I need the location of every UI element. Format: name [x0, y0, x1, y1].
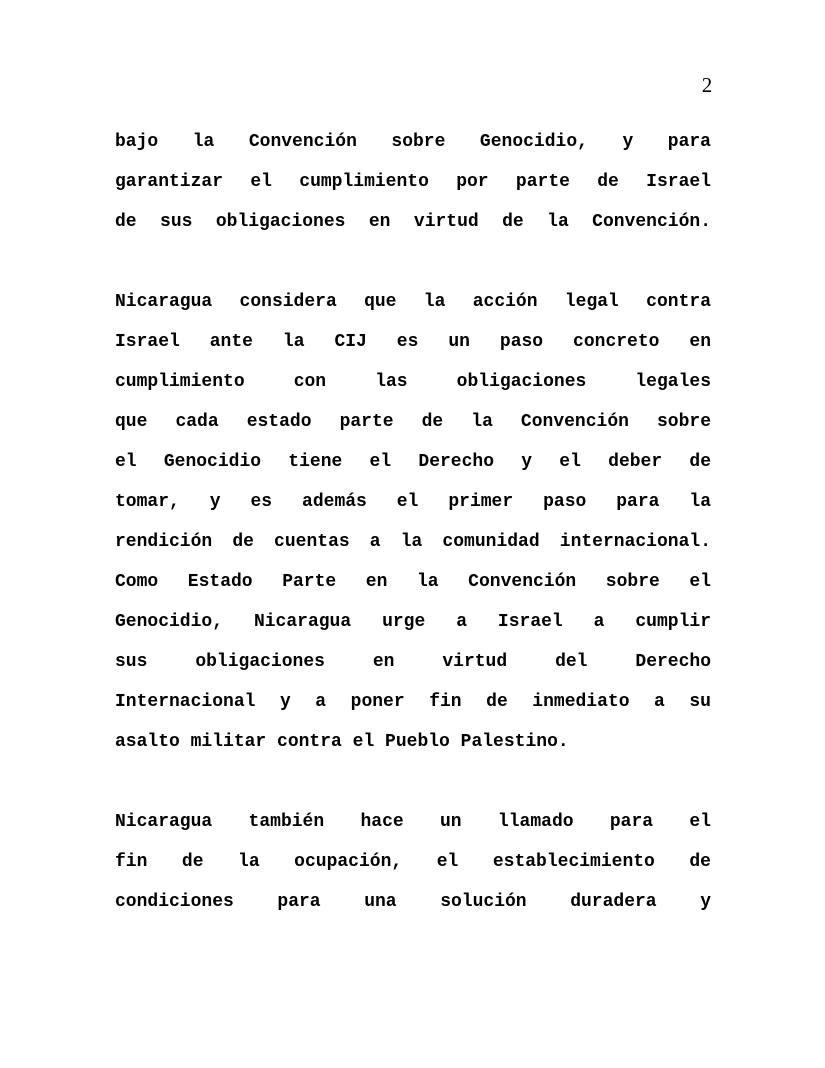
text-line: garantizar el cumplimiento por parte de Israel — [115, 172, 711, 192]
text-line: Genocidio, Nicaragua urge a Israel a cumplir — [115, 612, 711, 632]
text-line: rendición de cuentas a la comunidad internacional. — [115, 532, 711, 552]
document-body — [115, 122, 711, 962]
text-line: de sus obligaciones en virtud de la Convención. — [115, 212, 711, 232]
text-line: que cada estado parte de la Convención sobre — [115, 412, 711, 432]
page-number: 2 — [701, 73, 713, 97]
text-line: fin de la ocupación, el establecimiento de — [115, 852, 711, 872]
paragraph — [115, 122, 711, 242]
paragraph — [115, 282, 711, 762]
text-line: Como Estado Parte en la Convención sobre el — [115, 572, 711, 592]
text-line: Internacional y a poner fin de inmediato a su — [115, 692, 711, 712]
text-line: Israel ante la CIJ es un paso concreto en — [115, 332, 711, 352]
text-line: bajo la Convención sobre Genocidio, y para — [115, 132, 711, 152]
text-line: cumplimiento con las obligaciones legales — [115, 372, 711, 392]
text-line: Nicaragua considera que la acción legal contra — [115, 292, 711, 312]
text-line: el Genocidio tiene el Derecho y el deber de — [115, 452, 711, 472]
text-line: Nicaragua también hace un llamado para el — [115, 812, 711, 832]
text-line: condiciones para una solución duradera y — [115, 892, 711, 912]
text-line: tomar, y es además el primer paso para la — [115, 492, 711, 512]
text-line: sus obligaciones en virtud del Derecho — [115, 652, 711, 672]
paragraph — [115, 802, 711, 922]
text-line: asalto militar contra el Pueblo Palestino. — [115, 732, 569, 752]
